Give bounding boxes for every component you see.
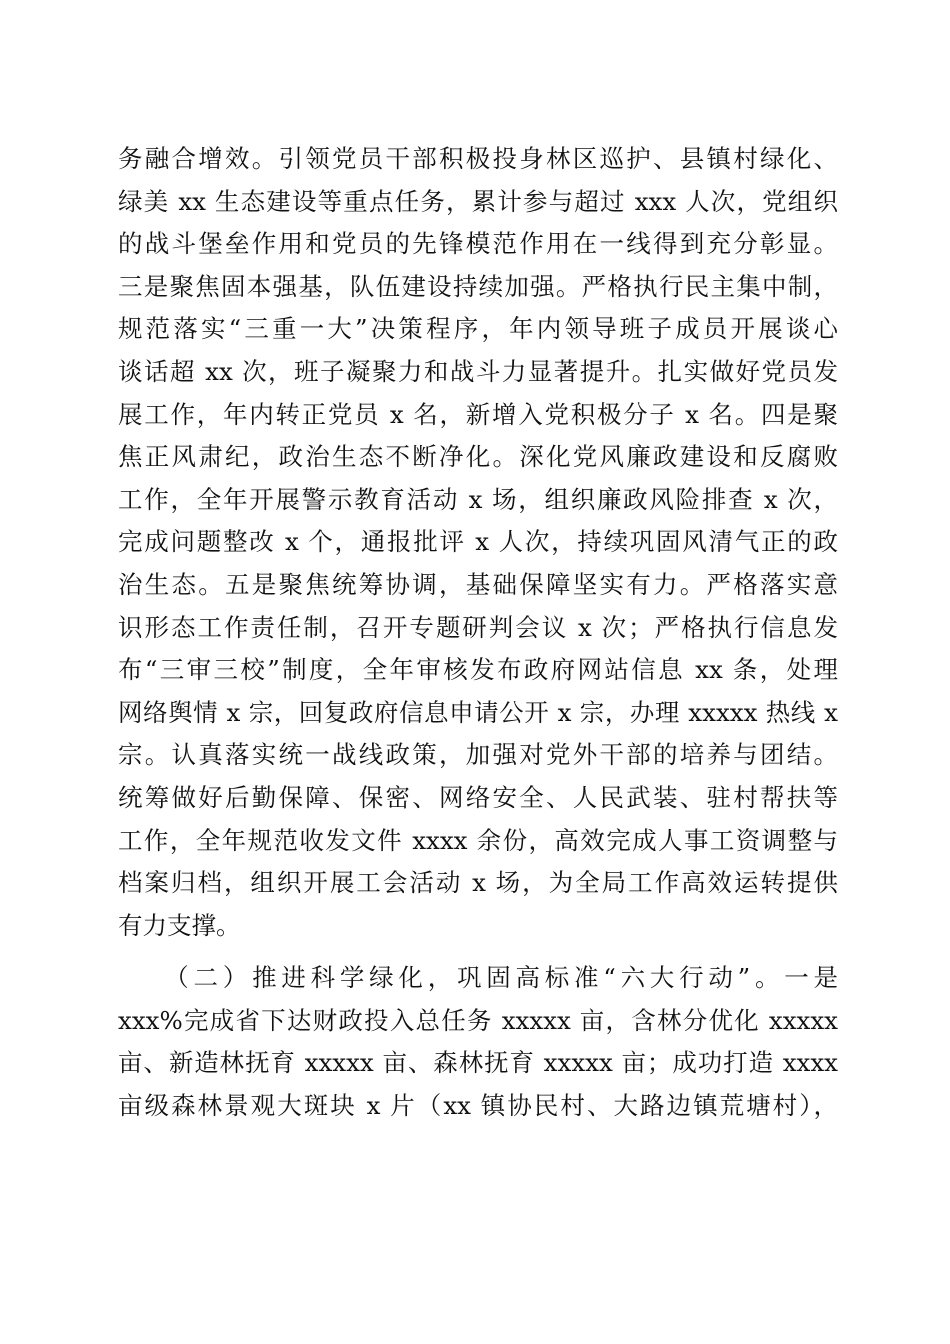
text-line: 工作，全年规范收发文件 xxxx 余份，高效完成人事工资调整与 xyxy=(118,825,838,855)
text-line: 亩级森林景观大斑块 x 片（xx 镇协民村、大路边镇荒塘村）， xyxy=(118,1091,838,1121)
text-line: 档案归档，组织开展工会活动 x 场，为全局工作高效运转提供 xyxy=(118,868,838,898)
text-line: 谈话超 xx 次，班子凝聚力和战斗力显著提升。扎实做好党员发 xyxy=(118,356,838,386)
text-line: 展工作，年内转正党员 x 名，新增入党积极分子 x 名。四是聚 xyxy=(118,399,838,429)
text-line: 务融合增效。引领党员干部积极投身林区巡护、县镇村绿化、 xyxy=(118,144,838,173)
text-line: 的战斗堡垒作用和党员的先锋模范作用在一线得到充分彰显。 xyxy=(118,229,838,259)
text-line: 完成问题整改 x 个，通报批评 x 人次，持续巩固风清气正的政 xyxy=(118,527,838,557)
text-line: 布“三审三校”制度，全年审核发布政府网站信息 xx 条，处理 xyxy=(118,655,838,685)
paragraph-gap xyxy=(118,947,838,957)
body-text xyxy=(118,138,838,1128)
text-line: 焦正风肃纪，政治生态不断净化。深化党风廉政建设和反腐败 xyxy=(118,442,838,472)
text-line: 有力支撑。 xyxy=(118,910,241,940)
text-line: 绿美 xx 生态建设等重点任务，累计参与超过 xxx 人次，党组织 xyxy=(118,186,838,216)
text-line: 工作，全年开展警示教育活动 x 场，组织廉政风险排查 x 次， xyxy=(118,484,838,514)
text-line: xxx%完成省下达财政投入总任务 xxxxx 亩，含林分优化 xxxxx xyxy=(118,1005,838,1035)
text-line: 治生态。五是聚焦统筹协调，基础保障坚实有力。严格落实意 xyxy=(118,569,838,599)
paragraph-2 xyxy=(118,957,838,1127)
paragraph-1 xyxy=(118,138,838,947)
text-line: 宗。认真落实统一战线政策，加强对党外干部的培养与团结。 xyxy=(118,740,838,770)
text-line: 亩、新造林抚育 xxxxx 亩、森林抚育 xxxxx 亩；成功打造 xxxx xyxy=(118,1048,838,1078)
text-line: 网络舆情 x 宗，回复政府信息申请公开 x 宗，办理 xxxxx 热线 x xyxy=(118,697,838,727)
text-line: （二）推进科学绿化，巩固高标准“六大行动”。一是 xyxy=(118,963,838,993)
text-line: 规范落实“三重一大”决策程序，年内领导班子成员开展谈心 xyxy=(118,314,838,344)
text-line: 三是聚焦固本强基，队伍建设持续加强。严格执行民主集中制， xyxy=(118,271,838,301)
text-line: 统筹做好后勤保障、保密、网络安全、人民武装、驻村帮扶等 xyxy=(118,782,838,812)
text-line: 识形态工作责任制，召开专题研判会议 x 次；严格执行信息发 xyxy=(118,612,838,642)
